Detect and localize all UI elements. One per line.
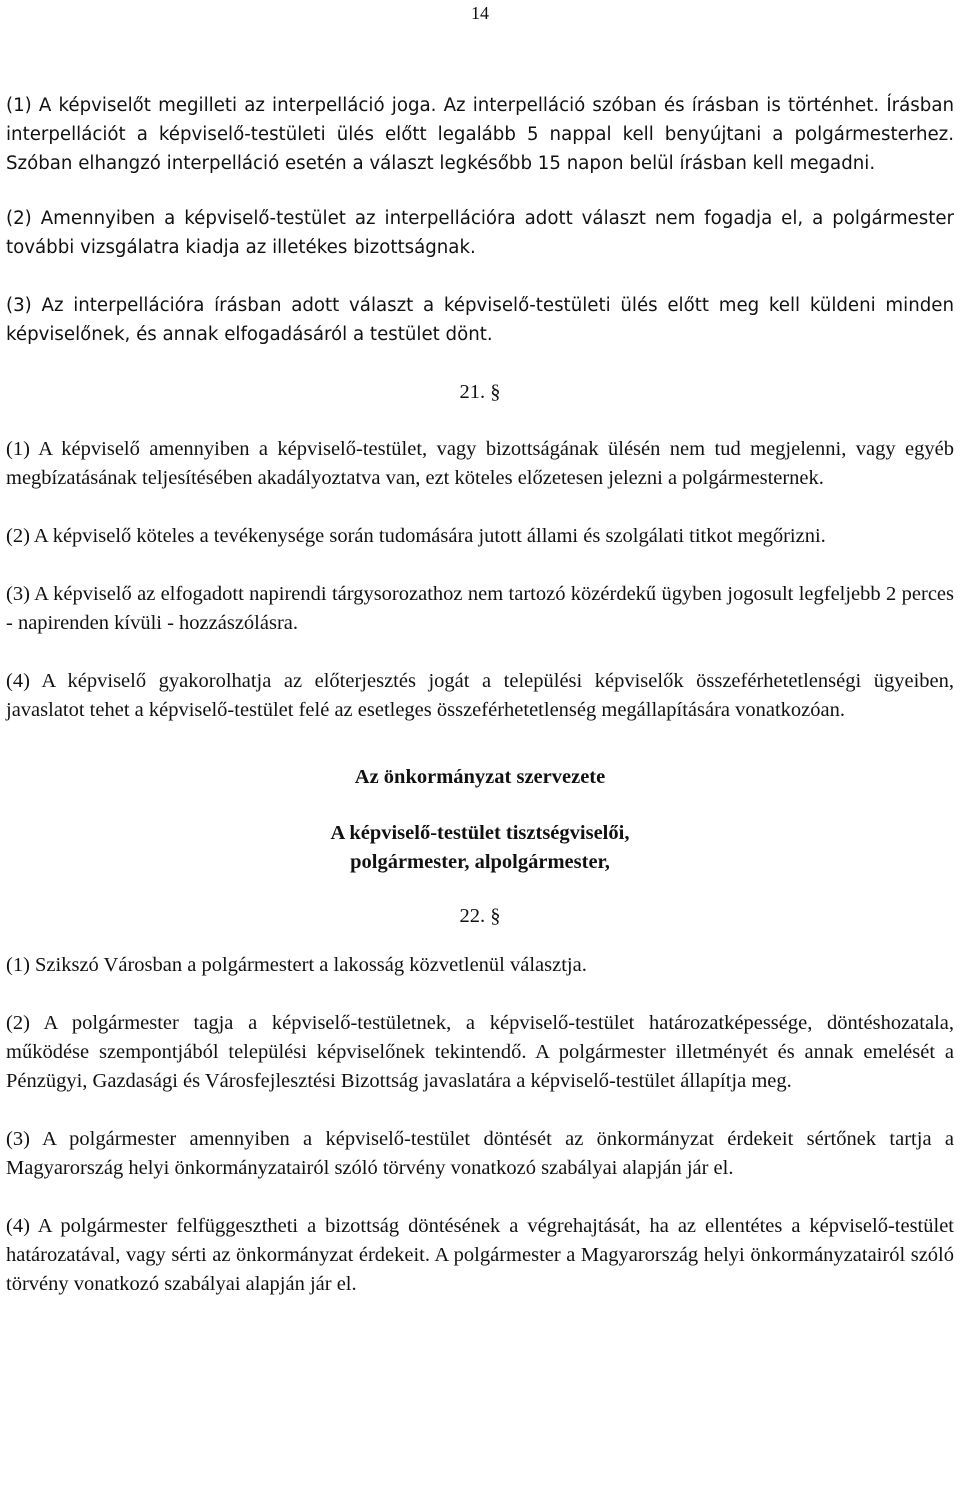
section-21-marker: 21. § bbox=[459, 381, 501, 403]
heading-officials-line2: polgármester, alpolgármester, bbox=[350, 851, 610, 873]
section-22-marker: 22. § bbox=[459, 905, 501, 927]
paragraph-21-4: (4) A képviselő gyakorolhatja az előterjesztés jogát a települési képviselők összeférhetetlenségi ügyeiben, javaslatot tehet a képviselő-testület felé az esetleges összeférhetetlenség megállapítására vonatkozóan. bbox=[6, 670, 954, 721]
document-body bbox=[6, 91, 954, 1299]
paragraph-21-2: (2) A képviselő köteles a tevékenysége során tudomására jutott állami és szolgálati titkot megőrizni. bbox=[6, 525, 826, 547]
paragraph-22-4: (4) A polgármester felfüggesztheti a bizottság döntésének a végrehajtását, ha az ellentétes a képviselő-testület határozatával, vagy sérti az önkormányzat érdekeit. A polgármester a Magyarország helyi önkormányzatairól szóló törvény vonatkozó szabályai alapján jár el. bbox=[6, 1215, 954, 1295]
paragraph-20-1: (1) A képviselőt megilleti az interpelláció joga. Az interpelláció szóban és írásban is történhet. Írásban interpellációt a képviselő-testületi ülés előtt legalább 5 nappal kell benyújtani a polgármesterhez. Szóban elhangzó interpelláció esetén a választ legkésőbb 15 napon belül írásban kell megadni. bbox=[6, 95, 954, 174]
paragraph-21-1: (1) A képviselő amennyiben a képviselő-testület, vagy bizottságának ülésén nem tud megjelenni, vagy egyéb megbízatásának teljesítésében akadályoztatva van, ezt köteles előzetesen jelezni a polgármesternek. bbox=[6, 438, 954, 489]
page-number: 14 bbox=[471, 3, 489, 23]
heading-organization: Az önkormányzat szervezete bbox=[354, 766, 606, 788]
paragraph-20-3: (3) Az interpellációra írásban adott választ a képviselő-testületi ülés előtt meg kell küldeni minden képviselőnek, és annak elfogadásáról a testület dönt. bbox=[6, 295, 954, 345]
paragraph-21-3: (3) A képviselő az elfogadott napirendi tárgysorozathoz nem tartozó közérdekű ügyben jogosult legfeljebb 2 perces - napirenden kívüli - hozzászólásra. bbox=[6, 583, 954, 634]
paragraph-22-1: (1) Szikszó Városban a polgármestert a lakosság közvetlenül választja. bbox=[6, 954, 587, 976]
paragraph-22-3: (3) A polgármester amennyiben a képviselő-testület döntését az önkormányzat érdekeit sértőnek tartja a Magyarország helyi önkormányzatairól szóló törvény vonatkozó szabályai alapján jár el. bbox=[6, 1128, 954, 1179]
paragraph-22-2: (2) A polgármester tagja a képviselő-testületnek, a képviselő-testület határozatképessége, döntéshozatala, működése szempontjából települési képviselőnek tekintendő. A polgármester illetményét és annak emelését a Pénzügyi, Gazdasági és Városfejlesztési Bizottság javaslatára a képviselő-testület állapítja meg. bbox=[6, 1012, 954, 1092]
paragraph-20-2: (2) Amennyiben a képviselő-testület az interpellációra adott választ nem fogadja el, a polgármester további vizsgálatra kiadja az illetékes bizottságnak. bbox=[6, 208, 954, 258]
heading-officials-line1: A képviselő-testület tisztségviselői, bbox=[330, 822, 630, 844]
